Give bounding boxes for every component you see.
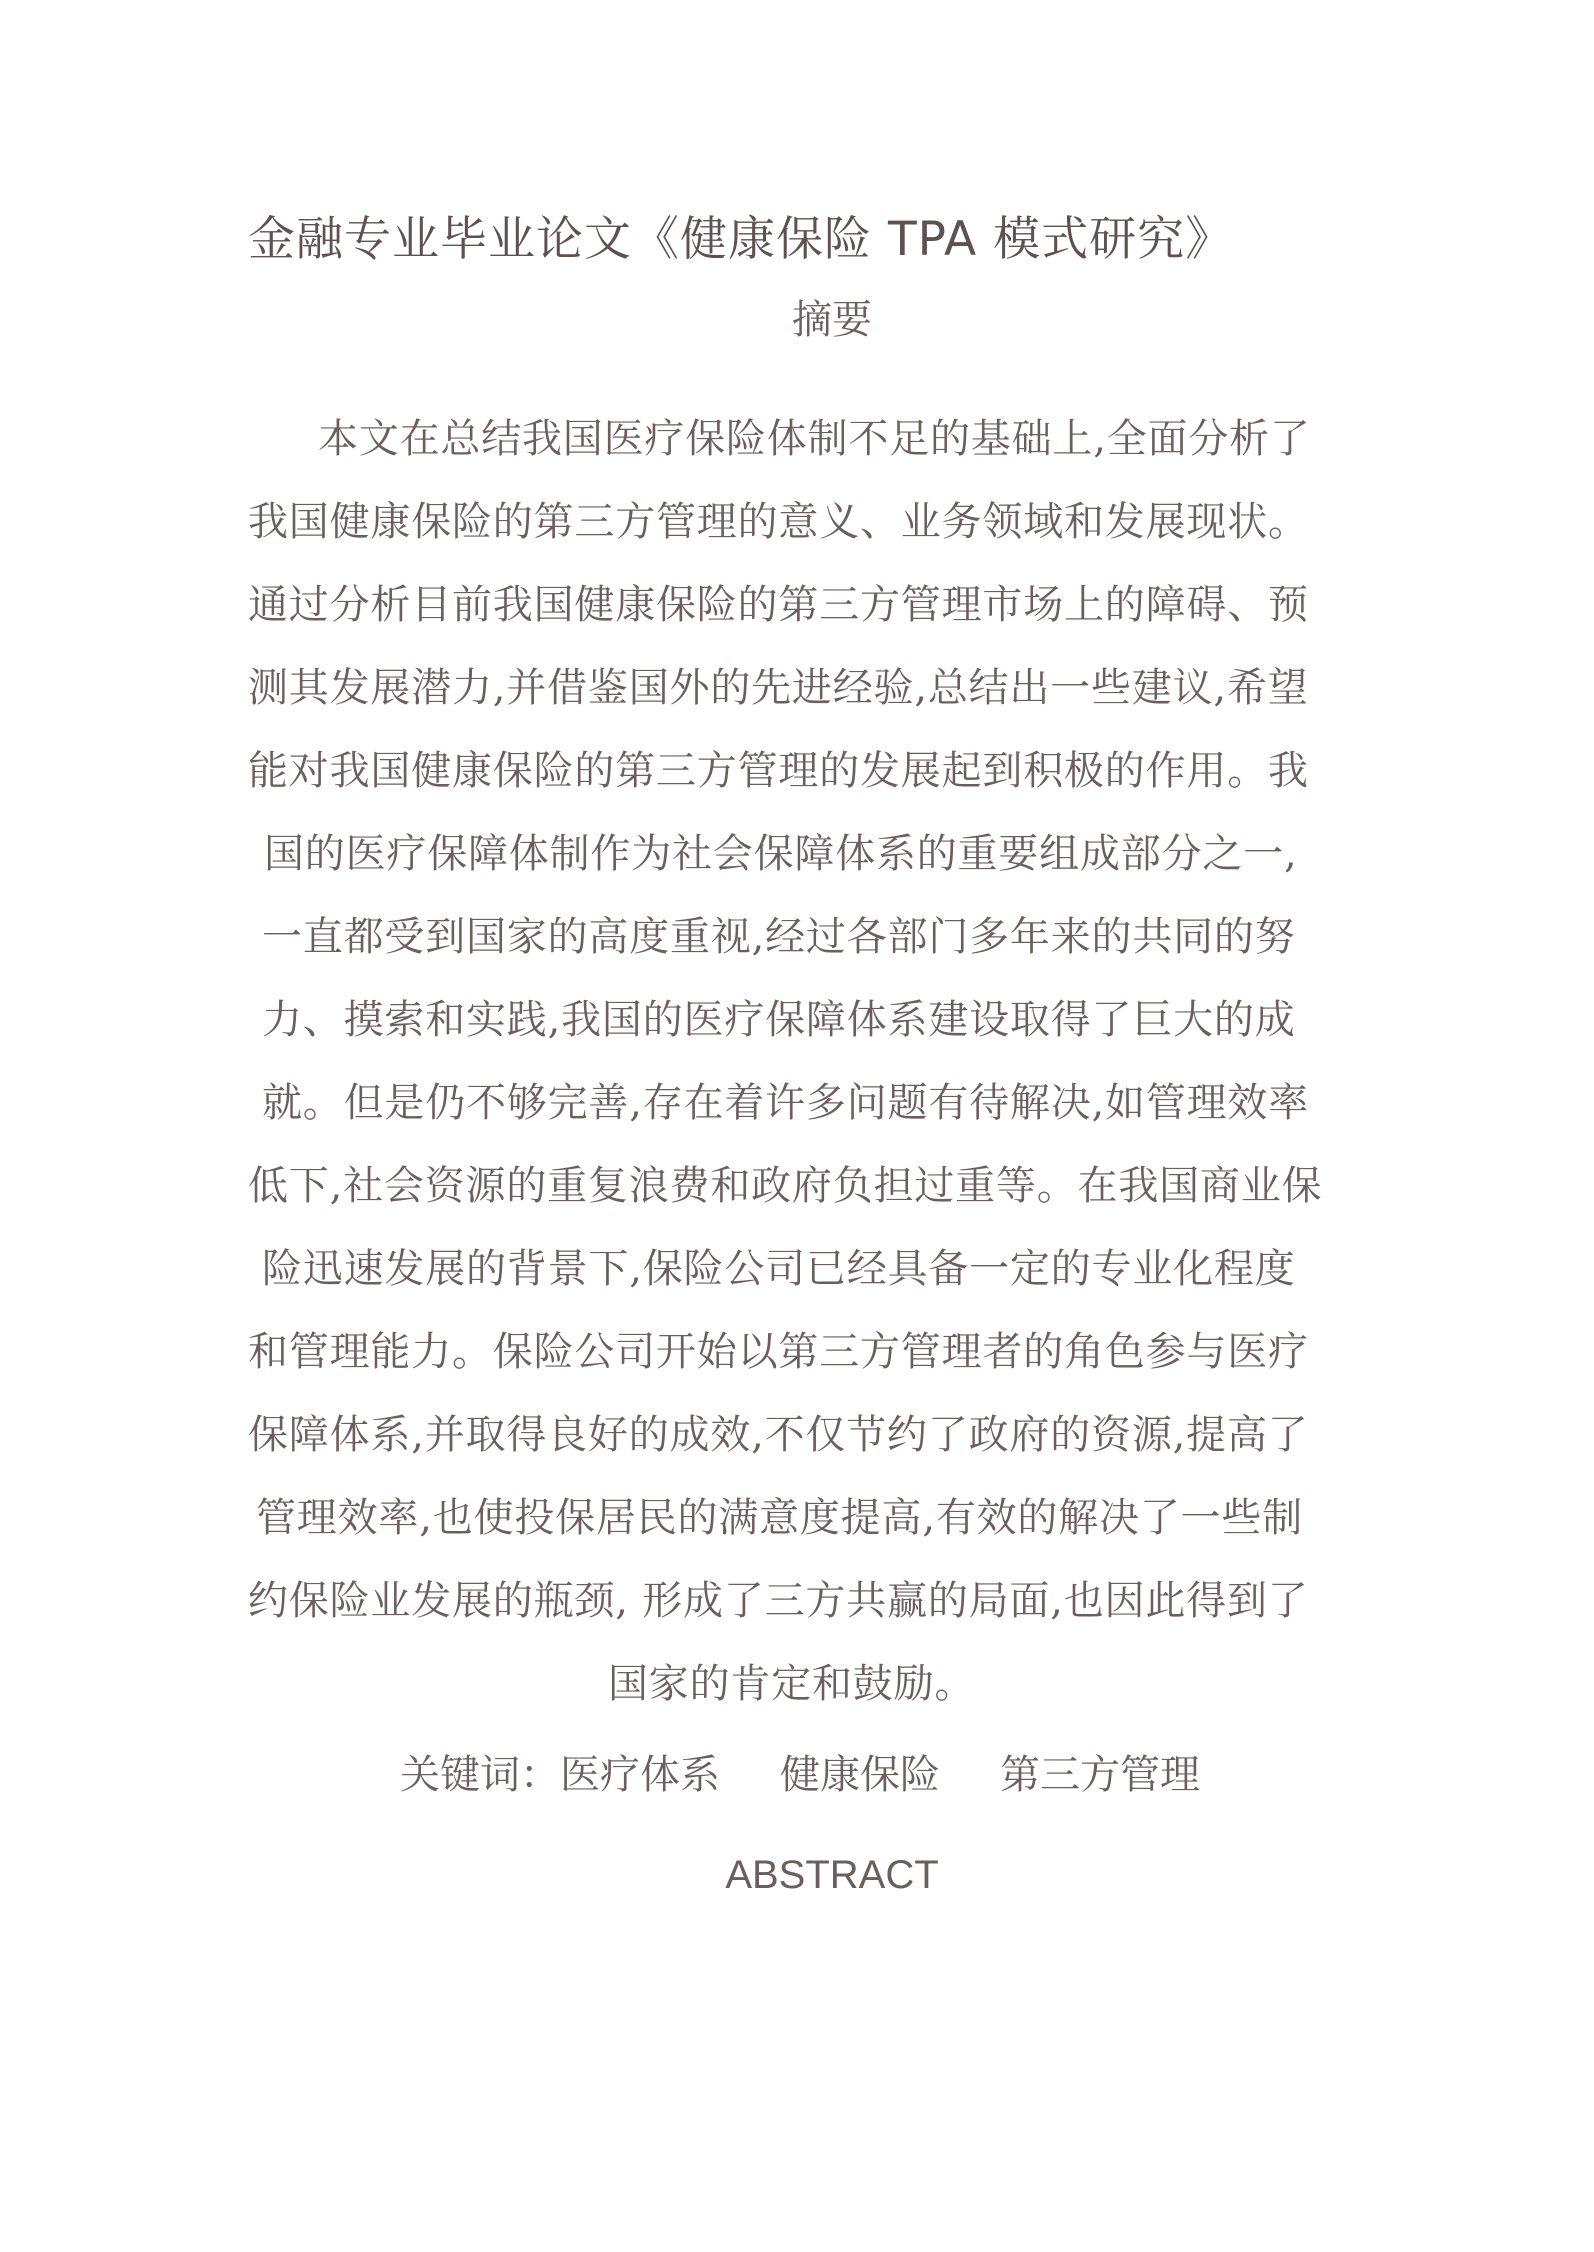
abstract-line: 测其发展潜力,并借鉴国外的先进经验,总结出一些建议,希望 <box>248 665 1309 711</box>
abstract-line: 就。但是仍不够完善,存在着许多问题有待解决,如管理效率 <box>262 1080 1310 1126</box>
abstract-line: 和管理能力。保险公司开始以第三方管理者的角色参与医疗 <box>248 1329 1309 1375</box>
document-title: 金融专业毕业论文《健康保险 TPA 模式研究》 <box>248 212 1234 267</box>
english-abstract-heading: ABSTRACT <box>725 1853 939 1897</box>
abstract-line: 我国健康保险的第三方管理的意义、业务领域和发展现状。 <box>248 499 1309 545</box>
keywords-label: 关键词： <box>400 1752 560 1798</box>
abstract-line: 能对我国健康保险的第三方管理的发展起到积极的作用。我 <box>248 748 1309 794</box>
abstract-heading: 摘要 <box>792 297 872 343</box>
abstract-line: 国的医疗保障体制作为社会保障体系的重要组成部分之一, <box>264 831 1298 877</box>
keywords-row <box>400 1740 1200 1810</box>
abstract-line: 约保险业发展的瓶颈, 形成了三方共赢的局面,也因此得到了 <box>248 1578 1309 1624</box>
abstract-body <box>248 398 1348 1726</box>
abstract-line: 管理效率,也使投保居民的满意度提高,有效的解决了一些制 <box>256 1495 1304 1541</box>
abstract-line: 通过分析目前我国健康保险的第三方管理市场上的障碍、预 <box>248 582 1309 628</box>
abstract-line: 力、摸索和实践,我国的医疗保障体系建设取得了巨大的成 <box>262 997 1296 1043</box>
abstract-line: 国家的肯定和鼓励。 <box>608 1661 976 1707</box>
keyword: 第三方管理 <box>1000 1752 1200 1798</box>
abstract-line: 低下,社会资源的重复浪费和政府负担过重等。在我国商业保 <box>248 1163 1323 1209</box>
abstract-line: 一直都受到国家的高度重视,经过各部门多年来的共同的努 <box>262 914 1296 960</box>
abstract-line: 险迅速发展的背景下,保险公司已经具备一定的专业化程度 <box>262 1246 1296 1292</box>
keyword: 健康保险 <box>780 1752 940 1798</box>
keyword: 医疗体系 <box>560 1752 720 1798</box>
abstract-line: 保障体系,并取得良好的成效,不仅节约了政府的资源,提高了 <box>248 1412 1309 1458</box>
abstract-line: 本文在总结我国医疗保险体制不足的基础上,全面分析了 <box>318 416 1311 462</box>
